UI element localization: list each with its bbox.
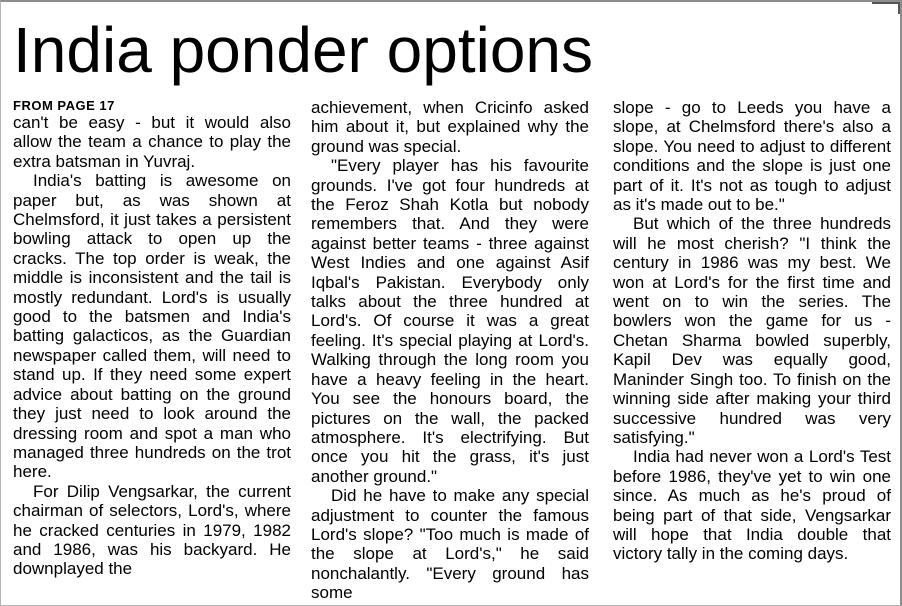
paragraph: But which of the three hundreds will he most cherish? "I think the century in 1986 was my best. We won at Lord's for the first time and went on to win the series. The bowlers won the game for us - Chetan Sharma bowled superbly, Kapil Dev was equally good, Maninder Singh too. To finish on the winning side after making your third successive hundred was very satisfying." <box>613 214 891 447</box>
paragraph: Did he have to make any special adjustment to counter the famous Lord's slope? "Too much is made of the slope at Lord's," he said nonchalantly. "Every ground has some <box>311 486 589 603</box>
continuation-kicker: FROM PAGE 17 <box>13 98 115 113</box>
paragraph: India's batting is awesome on paper but, as was shown at Chelmsford, it just takes a persistent bowling attack to open up the cracks. The top order is weak, the middle is inconsistent and the tail is mostly redundant. Lord's is usually good to the batsmen and India's batting galacticos, as the Guardian newspaper called them, will need to stand up. If they need some expert advice about batting on the ground they just need to look around the dressing room and spot a man who managed three hundreds on the trot here. <box>13 171 291 482</box>
article-column-1 <box>13 98 291 579</box>
paragraph: slope - go to Leeds you have a slope, at Chelmsford there's also a slope. You need to adjust to different conditions and the slope is just one part of it. It's not as tough to adjust as it's made out to be." <box>613 98 891 215</box>
paragraph: "Every player has his favourite grounds. I've got four hundreds at the Feroz Shah Kotla but nobody remembers that. And they were against better teams - three against West Indies and one against Asif Iqbal's Pakistan. Everybody only talks about the three hundred at Lord's. Of course it was a great feeling. It's special playing at Lord's. Walking through the long room you have a heavy feeling in the heart. You see the honours board, the pictures on the wall, the packed atmosphere. It's electrifying. But once you hit the grass, it's just another ground." <box>311 156 589 486</box>
article-column-3 <box>613 98 891 564</box>
paragraph: India had never won a Lord's Test before 1986, they've yet to win one since. As much as he's proud of being part of that side, Vengsarkar will hope that India double that victory tally in the coming days. <box>613 447 891 564</box>
paragraph: can't be easy - but it would also allow the team a chance to play the extra batsman in Yuvraj. <box>13 113 291 171</box>
article-column-2 <box>311 98 589 603</box>
paragraph: For Dilip Vengsarkar, the current chairman of selectors, Lord's, where he cracked centuries in 1979, 1982 and 1986, was his backyard. He downplayed the <box>13 481 291 579</box>
corner-rule <box>872 2 900 14</box>
headline: India ponder options <box>13 14 593 86</box>
paragraph: achievement, when Cricinfo asked him about it, but explained why the ground was special. <box>311 98 589 156</box>
